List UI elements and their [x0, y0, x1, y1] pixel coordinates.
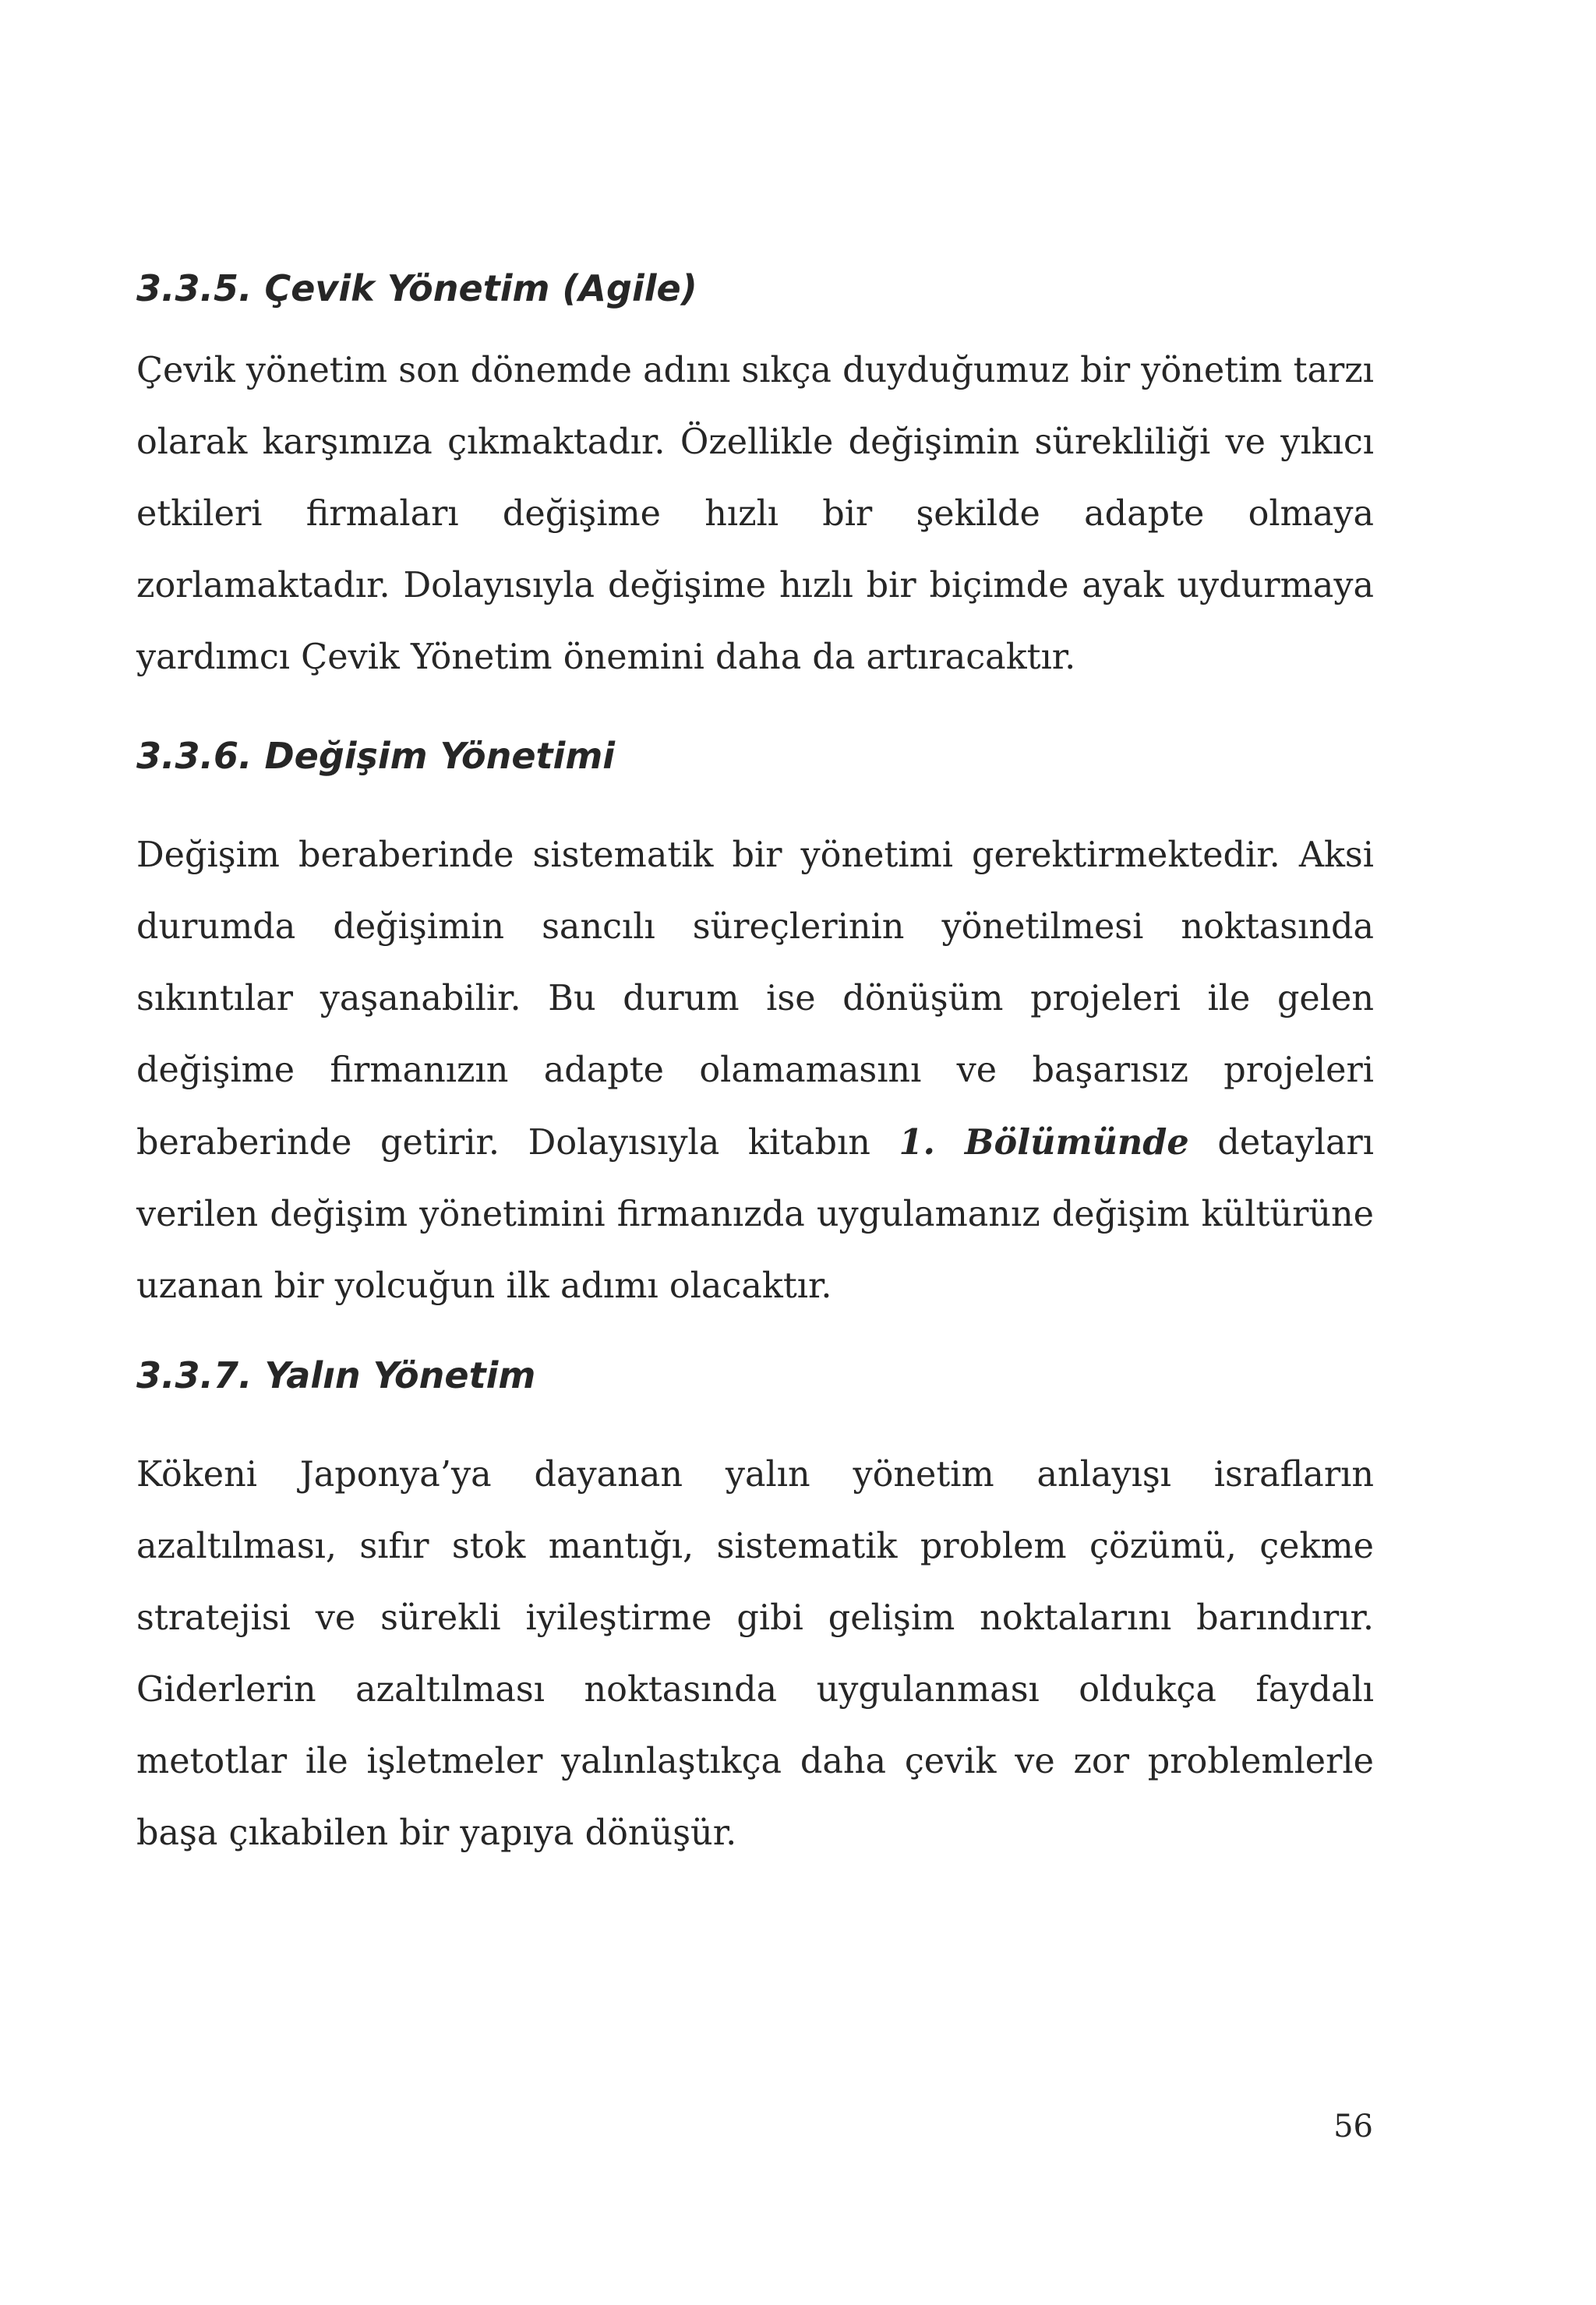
section-heading-change-management: 3.3.6. Değişim Yönetimi: [136, 735, 616, 777]
section-heading-lean: 3.3.7. Yalın Yönetim: [136, 1354, 536, 1396]
chapter-reference: 1. Bölümünde: [899, 1122, 1189, 1163]
page-number: 56: [1333, 2109, 1373, 2144]
page-content: [136, 265, 1374, 1869]
section-paragraph-change-management: [136, 820, 1374, 1322]
paragraph-text-before: Değişim beraberinde sistematik bir yönetimi gerektirmektedir. Aksi durumda değişimin sancılı süreçlerinin yönetilmesi noktasında sıkıntılar yaşanabilir. Bu durum ise dönüşüm projeleri ile gelen değişime firmanızın adapte olamamasını ve başarısız projeleri beraberinde getirir. Dolayısıyla kitabın: [136, 835, 1374, 1163]
section-paragraph-agile: Çevik yönetim son dönemde adını sıkça duyduğumuz bir yönetim tarzı olarak karşımıza çıkmaktadır. Özellikle değişimin sürekliliği ve yıkıcı etkileri firmaları değişime hızlı bir şekilde adapte olmaya zorlamaktadır. Dolayısıyla değişime hızlı bir biçimde ayak uydurmaya yardımcı Çevik Yönetim önemini daha da artıracaktır.: [136, 351, 1374, 677]
section-paragraph-lean: Kökeni Japonya’ya dayanan yalın yönetim anlayışı israfların azaltılması, sıfır stok mantığı, sistematik problem çözümü, çekme stratejisi ve sürekli iyileştirme gibi gelişim noktalarını barındırır. Giderlerin azaltılması noktasında uygulanması oldukça faydalı metotlar ile işletmeler yalınlaştıkça daha çevik ve zor problemlerle başa çıkabilen bir yapıya dönüşür.: [136, 1455, 1374, 1853]
section-heading-agile: 3.3.5. Çevik Yönetim (Agile): [136, 267, 697, 309]
paragraph-text-after: detayları verilen değişim yönetimini firmanızda uygulamanız değişim kültürüne uzanan bir yolcuğun ilk adımı olacaktır.: [136, 1123, 1374, 1306]
